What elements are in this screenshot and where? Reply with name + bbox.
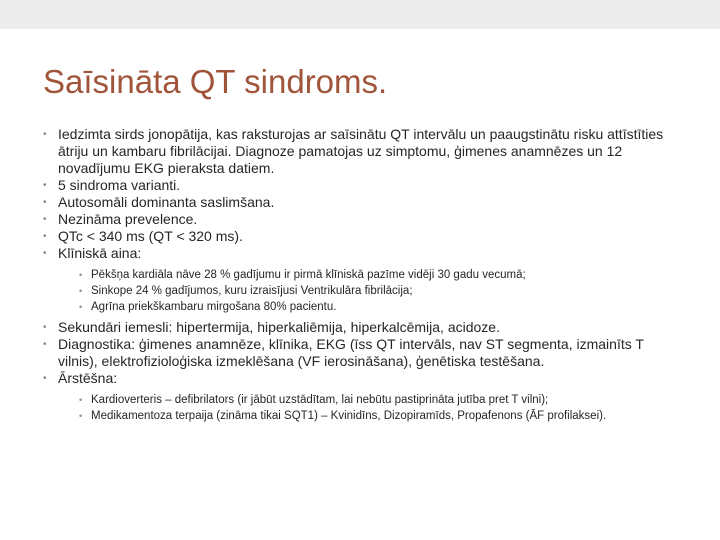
bullet-dot-icon: •	[43, 180, 47, 191]
sub-bullet-text: Medikamentoza terpaija (zināma tikai SQT1) – Kvinidīns, Dizopiramīds, Propafenons (ĀF profilaksei).	[91, 410, 607, 422]
bullet-dot-icon: •	[43, 248, 47, 259]
sub-bullet-list	[79, 268, 683, 314]
top-decorative-band	[0, 0, 720, 29]
bullet-dot-icon: •	[43, 339, 47, 350]
bullet-dot-icon: •	[79, 395, 83, 405]
bullet-dot-icon: •	[43, 214, 47, 225]
bullet-text: Ārstēšna:	[58, 370, 118, 386]
bullet-text: Diagnostika: ģimenes anamnēze, klīnika, EKG (īss QT intervāls, nav ST segmenta, izmainīts T vilnis), elektrofizioloģiska izmeklēšana (VF ierosināšana), ģenētiska testēšana.	[58, 336, 644, 369]
bullet-text: Nezināma prevelence.	[58, 211, 198, 227]
sub-bullet-item	[79, 409, 683, 423]
sub-bullet-text: Agrīna priekškambaru mirgošana 80% pacientu.	[91, 301, 337, 313]
bullet-text: Sekundāri iemesli: hipertermija, hiperkaliēmija, hiperkalcēmija, acidoze.	[58, 319, 500, 335]
bullet-text: QTc < 340 ms (QT < 320 ms).	[58, 228, 243, 244]
slide-content	[43, 126, 683, 428]
sub-bullet-list	[79, 393, 683, 423]
bullet-dot-icon: •	[43, 322, 47, 333]
bullet-text: Autosomāli dominanta saslimšana.	[58, 194, 275, 210]
bullet-item	[43, 336, 683, 370]
bullet-text: Iedzimta sirds jonopātija, kas raksturojas ar saīsinātu QT intervālu un paaugstinātu risku attīstīties ātriju un kambaru fibrilācijai. Diagnoze pamatojas uz simptomu, ģimenes anamnēzes un 12 novadījumu EKG pieraksta datiem.	[58, 126, 664, 176]
bullet-item	[43, 126, 683, 177]
bullet-dot-icon: •	[43, 231, 47, 242]
bullet-item	[43, 370, 683, 423]
sub-bullet-text: Kardioverteris – defibrilators (ir jābūt uzstādītam, lai nebūtu pastiprināta jutība pret T vilni);	[91, 394, 549, 406]
sub-bullet-text: Sinkope 24 % gadījumos, kuru izraisījusi Ventrikulāra fibrilācija;	[91, 285, 413, 297]
bullet-text: Klīniskā aina:	[58, 245, 142, 261]
bullet-item	[43, 211, 683, 228]
sub-bullet-text: Pēkšņa kardiāla nāve 28 % gadījumu ir pirmā klīniskā pazīme vidēji 30 gadu vecumā;	[91, 269, 526, 281]
bullet-text: 5 sindroma varianti.	[58, 177, 181, 193]
sub-bullet-item	[79, 284, 683, 298]
bullet-item	[43, 245, 683, 314]
bullet-list	[43, 126, 683, 423]
bullet-item	[43, 194, 683, 211]
bullet-dot-icon: •	[43, 373, 47, 384]
sub-bullet-item	[79, 300, 683, 314]
bullet-dot-icon: •	[79, 286, 83, 296]
bullet-dot-icon: •	[43, 197, 47, 208]
sub-bullet-item	[79, 268, 683, 282]
bullet-dot-icon: •	[79, 302, 83, 312]
bullet-dot-icon: •	[79, 411, 83, 421]
bullet-item	[43, 228, 683, 245]
slide-title: Saīsināta QT sindroms.	[43, 63, 388, 100]
bullet-dot-icon: •	[79, 270, 83, 280]
bullet-dot-icon: •	[43, 129, 47, 140]
bullet-item	[43, 319, 683, 336]
sub-bullet-item	[79, 393, 683, 407]
bullet-item	[43, 177, 683, 194]
